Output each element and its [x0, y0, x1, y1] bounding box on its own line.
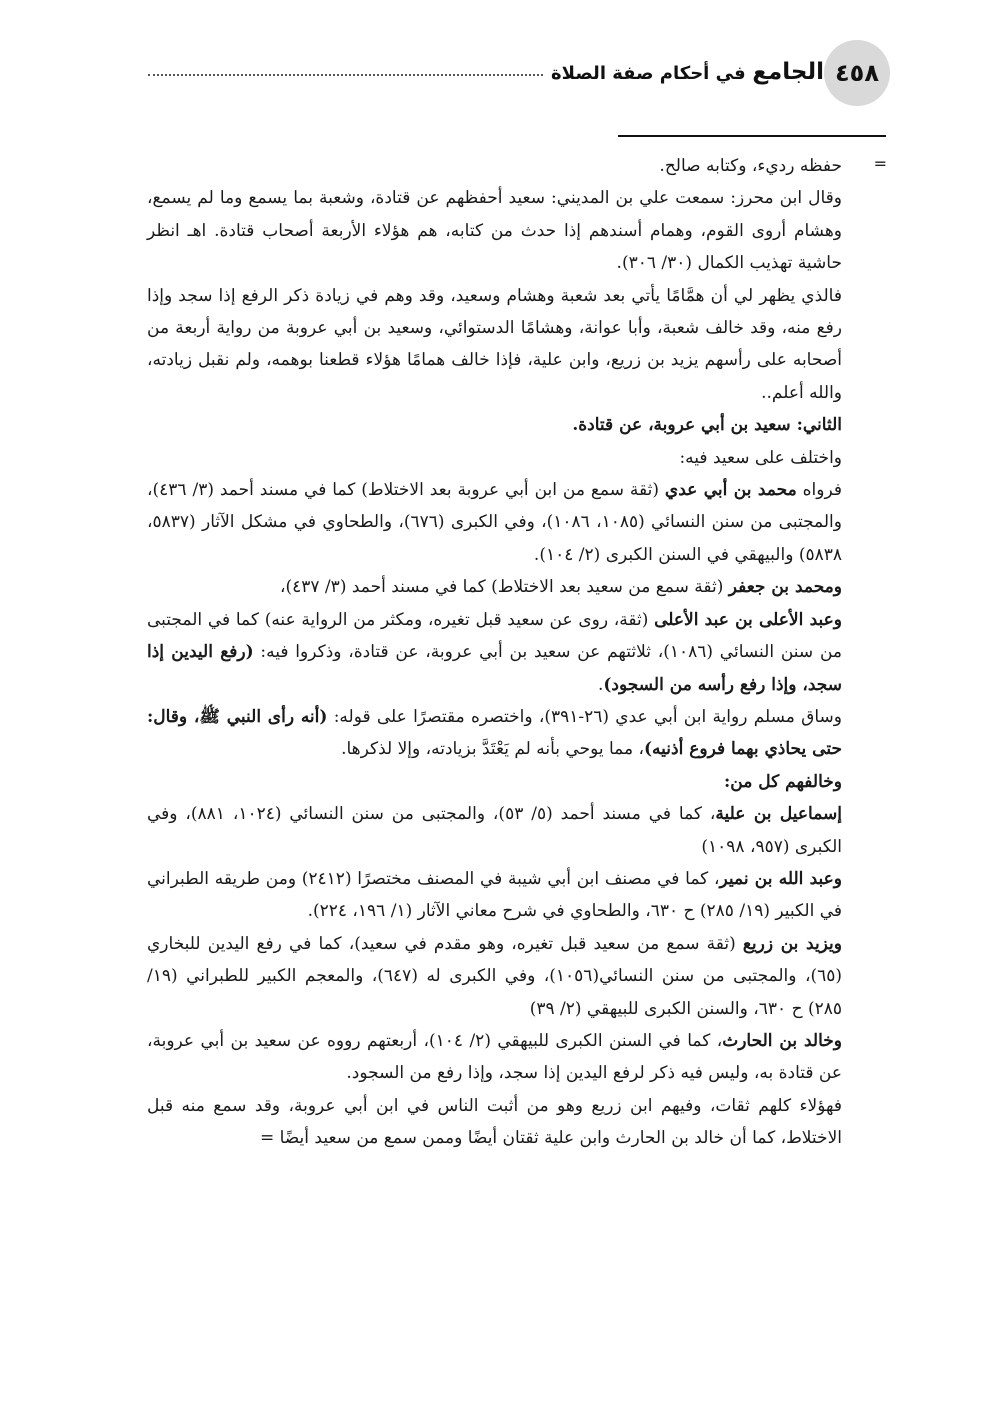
bold-text: إسماعيل بن علية — [715, 804, 843, 825]
bold-text: ويزيد بن زريع — [742, 933, 842, 954]
text-run: (ثقة سمع من ابن أبي عروبة بعد الاختلاط) كما في مسند أحمد (٣/ ٤٣٦)، والمجتبى من سنن النسائي (١٠٨٥، ١٠٨٦)، وفي الكبرى (٦٧٦)، والطحاوي في مشكل الآثار (٥٨٣٧، ٥٨٣٨) والبيهقي في السنن الكبرى (٢/ ١٠٤). — [147, 480, 842, 565]
paragraph — [147, 150, 842, 182]
text-run: ، كما في مصنف ابن أبي شيبة في المصنف مختصرًا (٢٤١٢) ومن طريقه الطبراني في الكبير (١٩/ ٢٨٥) ح ٦٣٠، والطحاوي في شرح معاني الآثار (١/ ١٩٦، ٢٢٤). — [147, 868, 842, 922]
running-title — [551, 59, 824, 85]
bold-text: وخالد بن الحارث — [722, 1030, 843, 1051]
text-run: فهؤلاء كلهم ثقات، وفيهم ابن زريع وهو من أثبت الناس في ابن أبي عروبة، وقد سمع منه قبل الاختلاط، كما أن خالد بن الحارث وابن علية ثقتان أيضًا وممن سمع من سعيد أيضًا = — [147, 1095, 842, 1149]
text-run: وساق مسلم رواية ابن أبي عدي (٢٦-٣٩١)، واختصره مقتصرًا على قوله: — [327, 706, 842, 727]
running-title-rest: في أحكام صفة الصلاة — [551, 63, 746, 84]
header-dotted-leader — [148, 74, 543, 76]
text-run: واختلف على سعيد فيه: — [679, 447, 842, 468]
page-number: ٤٥٨ — [824, 40, 890, 106]
text-run: ، كما في السنن الكبرى للبيهقي (٢/ ١٠٤)، أربعتهم رووه عن سعيد بن أبي عروبة، عن قتادة به، وليس فيه ذكر لرفع اليدين إذا سجد، وإذا رفع من السجود. — [147, 1030, 842, 1084]
text-run: وقال ابن محرز: سمعت علي بن المديني: سعيد أحفظهم عن قتادة، وشعبة بما يسمع وما لم يسمع، وهشام أروى القوم، وهمام أسندهم إذا حدث من كتابه، هم هؤلاء الأربعة أصحاب قتادة. اهـ انظر حاشية تهذيب الكمال (٣٠/ ٣٠٦). — [147, 188, 842, 274]
bold-text: ومحمد بن جعفر — [728, 577, 842, 598]
paragraph — [147, 409, 842, 441]
paragraph — [147, 766, 842, 798]
running-title-row — [140, 54, 824, 90]
bold-text: الثاني: سعيد بن أبي عروبة، عن قتادة. — [572, 415, 842, 436]
paragraph — [147, 863, 842, 928]
text-run: (ثقة، روى عن سعيد قبل تغيره، ومكثر من الرواية عنه) كما في المجتبى من سنن النسائي (١٠٨٦)، ثلاثتهم عن سعيد بن أبي عروبة، عن قتادة، وذكروا فيه: — [147, 609, 842, 663]
paragraph — [147, 798, 842, 863]
bold-text: وخالفهم كل من: — [724, 771, 842, 792]
bold-text: (أنه رأى النبي ﷺ، وقال: حتى يحاذي بهما فروع أذنيه) — [147, 706, 842, 760]
running-title-main: الجامع — [752, 59, 824, 85]
text-run: (ثقة سمع من سعيد قبل تغيره، وهو مقدم في سعيد)، كما في رفع اليدين للبخاري (٦٥)، والمجتبى من سنن النسائي(١٠٥٦)، وفي الكبرى له (٦٤٧)، والمعجم الكبير للطبراني (١٩/ ٢٨٥) ح ٦٣٠، والسنن الكبرى للبيهقي (٢/ ٣٩) — [147, 933, 842, 1019]
paragraph — [147, 1025, 842, 1090]
text-run: ، كما في مسند أحمد (٥/ ٥٣)، والمجتبى من سنن النسائي (١٠٢٤، ٨٨١)، وفي الكبرى (٩٥٧، ١٠٩٨) — [147, 804, 842, 857]
bold-text: محمد بن أبي عدي — [664, 480, 797, 501]
page-header — [140, 40, 890, 110]
text-run: ، مما يوحي بأنه لم يَعْتَدَّ بزيادته، وإلا لذكرها. — [341, 739, 644, 760]
paragraph — [147, 280, 842, 410]
paragraph — [147, 604, 842, 701]
text-run: (ثقة سمع من سعيد بعد الاختلاط) كما في مسند أحمد (٣/ ٤٣٧)، — [280, 577, 729, 598]
footnote-continuation-mark: = — [873, 154, 887, 173]
paragraph — [147, 442, 842, 474]
text-run: فرواه — [796, 480, 842, 501]
paragraph — [147, 474, 842, 571]
paragraph — [147, 571, 842, 603]
paragraph — [147, 928, 842, 1025]
text-run: فالذي يظهر لي أن همَّامًا يأتي بعد شعبة وهشام وسعيد، وقد وهم في زيادة ذكر الرفع إذا سجد وإذا رفع منه، وقد خالف شعبة، وأبا عوانة، وهشامًا الدستوائي، وسعيد بن أبي عروبة من رواية أربعة من أصحابه على رأسهم يزيد بن زريع، وابن علية، فإذا خالف همامًا هؤلاء قطعنا بوهمه، ولم نقبل زيادته، والله أعلم.. — [147, 285, 842, 403]
bold-text: وعبد الله بن نمير — [719, 868, 842, 889]
bold-text: وعبد الأعلى بن عبد الأعلى — [654, 609, 842, 630]
paragraph — [147, 182, 842, 279]
text-run: حفظه رديء، وكتابه صالح. — [659, 156, 842, 176]
paragraph — [147, 701, 842, 766]
footnote-text — [147, 150, 842, 1155]
paragraph — [147, 1090, 842, 1155]
text-run: . — [597, 674, 604, 695]
footnote-separator — [618, 135, 886, 137]
bold-text: (رفع اليدين إذا سجد، وإذا رفع رأسه من السجود) — [147, 642, 842, 695]
